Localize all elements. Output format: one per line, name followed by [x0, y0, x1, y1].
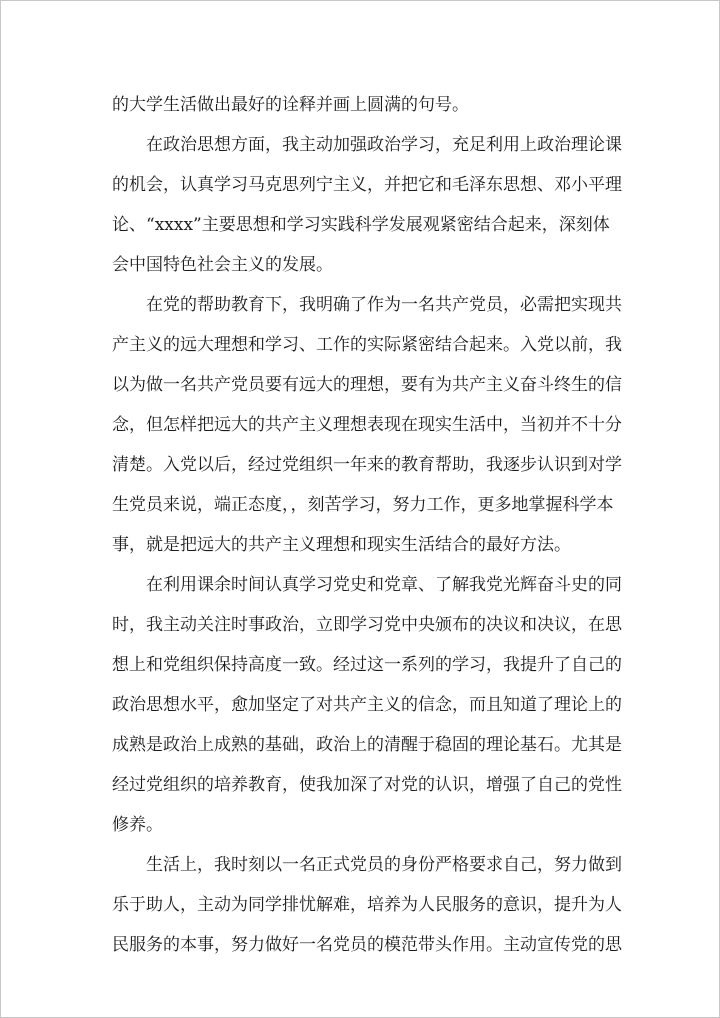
text-line: 想上和党组织保持高度一致。经过这一系列的学习，我提升了自己的: [112, 655, 622, 675]
text-line: 产主义的远大理想和学习、工作的实际紧密结合起来。入党以前，我: [112, 335, 622, 355]
text-line: 在政治思想方面，我主动加强政治学习，充足利用上政治理论课: [146, 135, 622, 155]
text-line: 在党的帮助教育下，我明确了作为一名共产党员，必需把实现共: [146, 295, 622, 315]
text-line: 论、“xxxx”主要思想和学习实践科学发展观紧密结合起来，深刻体: [112, 215, 610, 235]
text-line: 生党员来说，端正态度，，刻苦学习，努力工作，更多地掌握科学本: [112, 495, 614, 515]
text-line: 生活上，我时刻以一名正式党员的身份严格要求自己，努力做到: [146, 855, 622, 875]
text-line: 的机会，认真学习马克思列宁主义，并把它和毛泽东思想、邓小平理: [112, 175, 622, 195]
document-body: [112, 85, 622, 965]
text-line: 民服务的本事，努力做好一名党员的模范带头作用。主动宣传党的思: [112, 935, 622, 955]
text-line: 经过党组织的培养教育，使我加深了对党的认识，增强了自己的党性: [112, 775, 622, 795]
text-line: 的大学生活做出最好的诠释并画上圆满的句号。: [112, 95, 469, 115]
text-line: 会中国特色社会主义的发展。: [112, 255, 333, 275]
text-line: 时，我主动关注时事政治，立即学习党中央颁布的决议和决议，在思: [112, 615, 622, 635]
text-line: 清楚。入党以后，经过党组织一年来的教育帮助，我逐步认识到对学: [112, 455, 622, 475]
text-line: 念，但怎样把远大的共产主义理想表现在现实生活中，当初并不十分: [112, 415, 622, 435]
text-line: 修养。: [112, 815, 163, 835]
text-line: 政治思想水平，愈加坚定了对共产主义的信念，而且知道了理论上的: [112, 695, 622, 715]
text-line: 事，就是把远大的共产主义理想和现实生活结合的最好方法。: [112, 535, 571, 555]
text-line: 在利用课余时间认真学习党史和党章、了解我党光辉奋斗史的同: [146, 575, 622, 595]
text-line: 成熟是政治上成熟的基础，政治上的清醒于稳固的理论基石。尤其是: [112, 735, 622, 755]
text-line: 以为做一名共产党员要有远大的理想，要有为共产主义奋斗终生的信: [112, 375, 622, 395]
text-line: 乐于助人，主动为同学排忧解难，培养为人民服务的意识，提升为人: [112, 895, 622, 915]
